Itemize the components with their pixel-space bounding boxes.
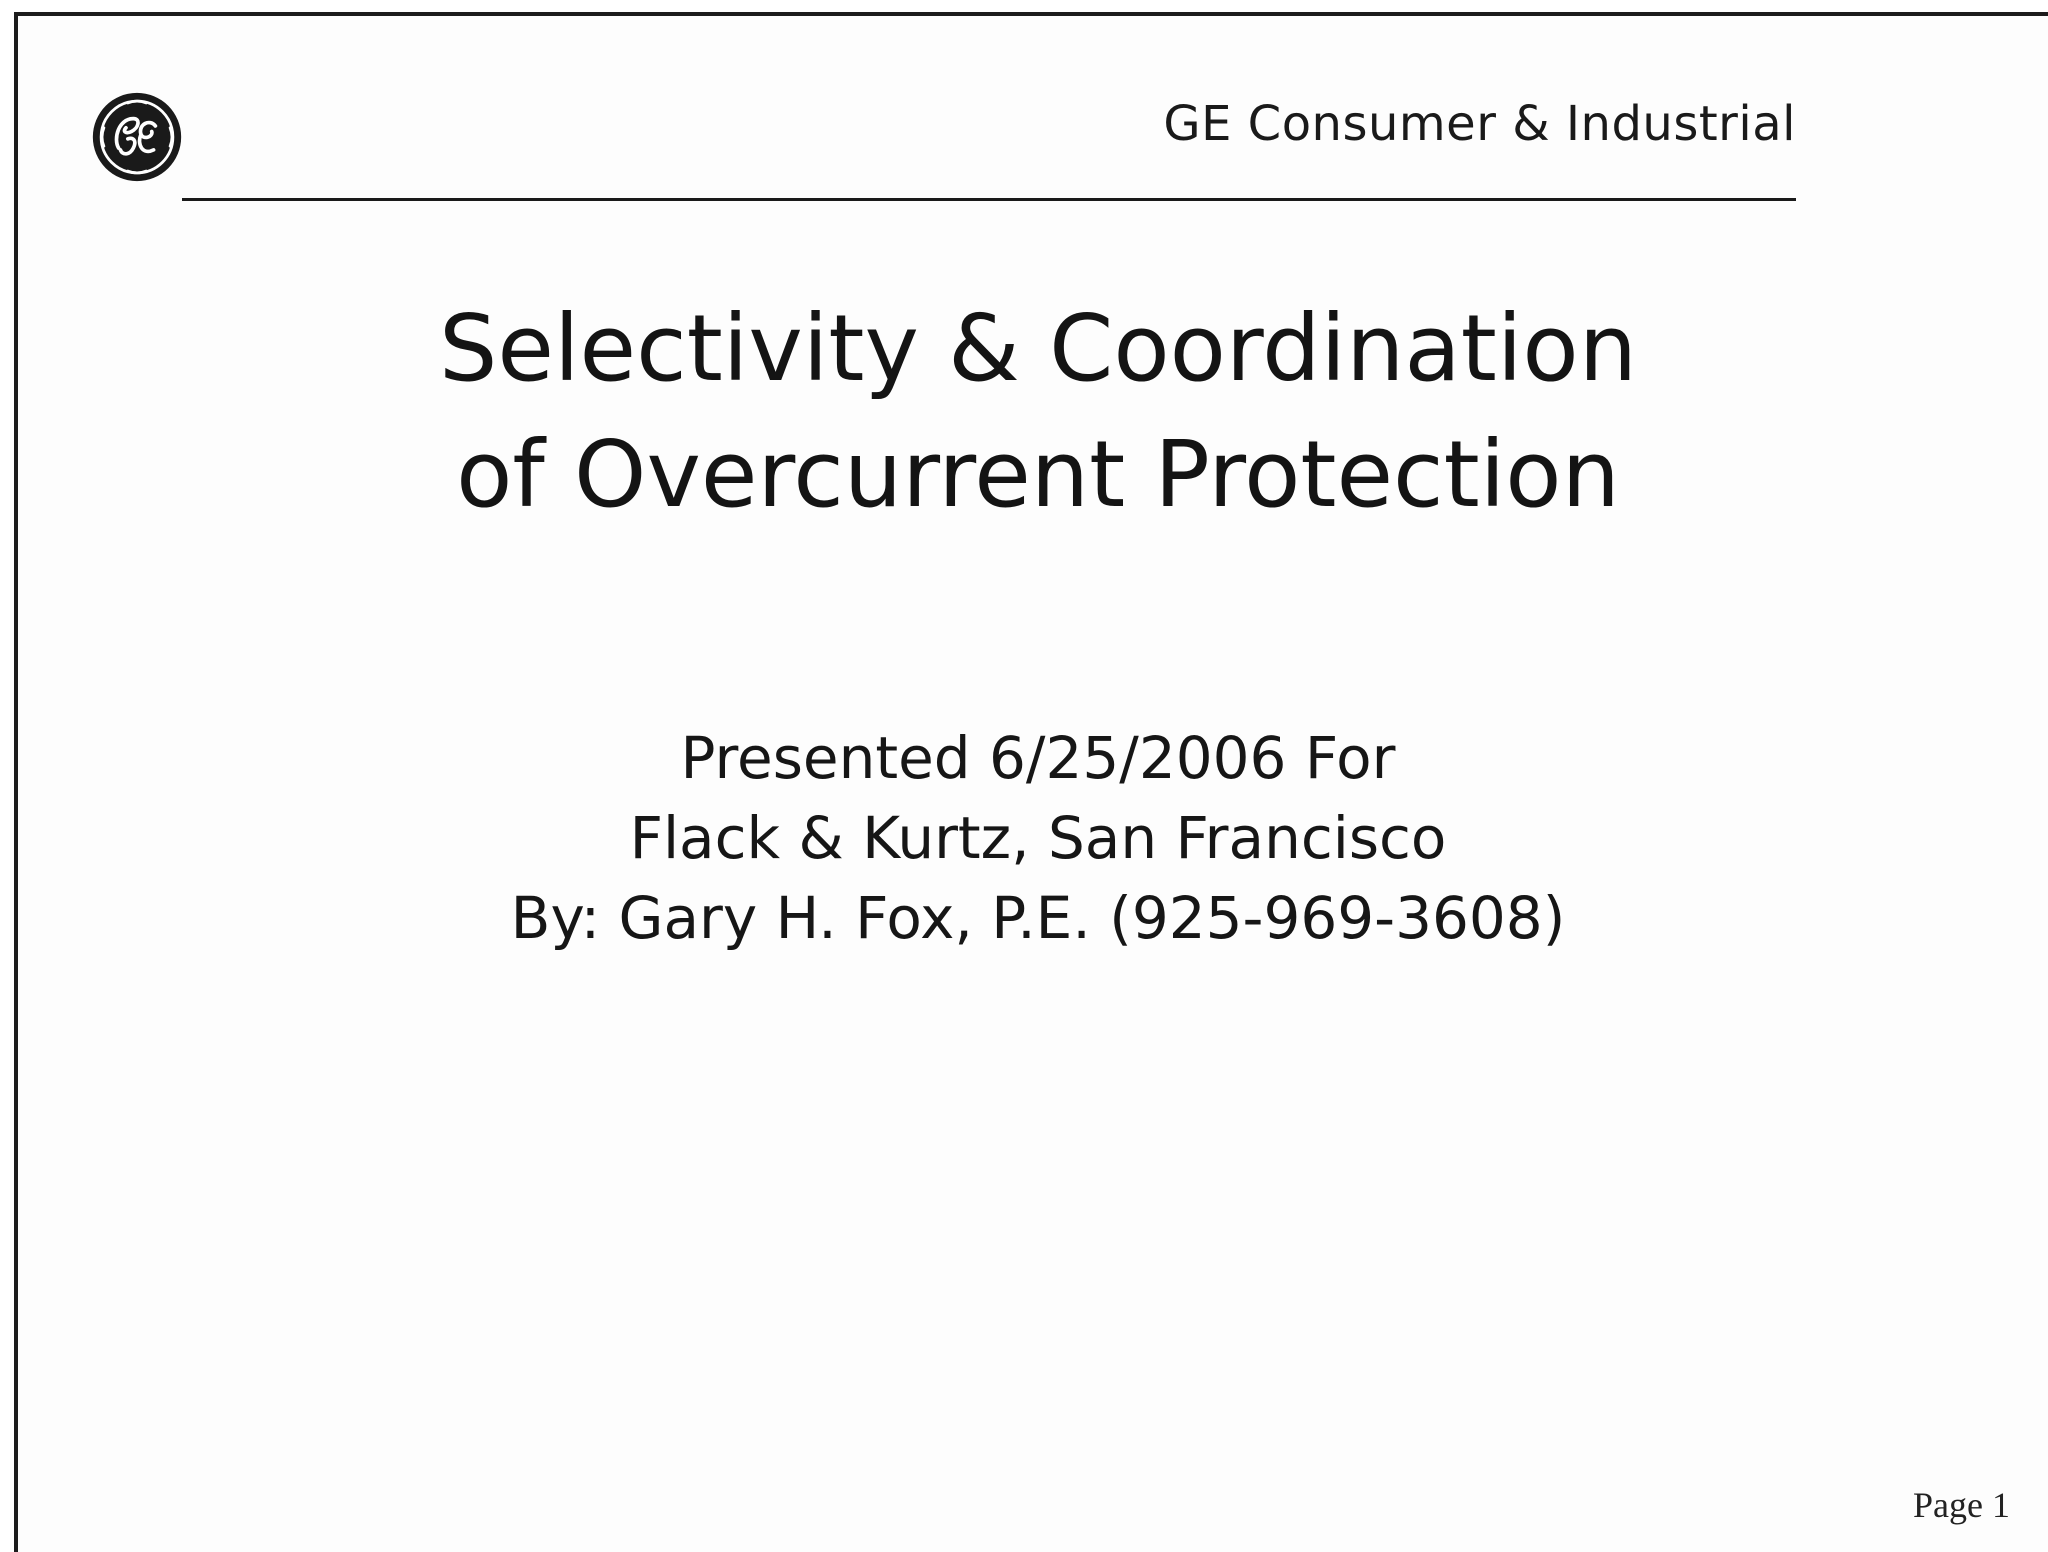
title-line-2: of Overcurrent Protection: [456, 421, 1620, 528]
presenter-info: By: Gary H. Fox, P.E. (925-969-3608): [510, 884, 1566, 952]
header-divider: [182, 198, 1796, 201]
presented-date: Presented 6/25/2006 For: [680, 724, 1396, 792]
client-name: Flack & Kurtz, San Francisco: [629, 804, 1447, 872]
page-number: Page 1: [1913, 1485, 2010, 1525]
division-name: GE Consumer & Industrial: [1163, 96, 1796, 152]
title-line-1: Selectivity & Coordination: [438, 295, 1638, 402]
presentation-details: [380, 718, 1696, 958]
ge-logo-icon: [91, 91, 183, 183]
